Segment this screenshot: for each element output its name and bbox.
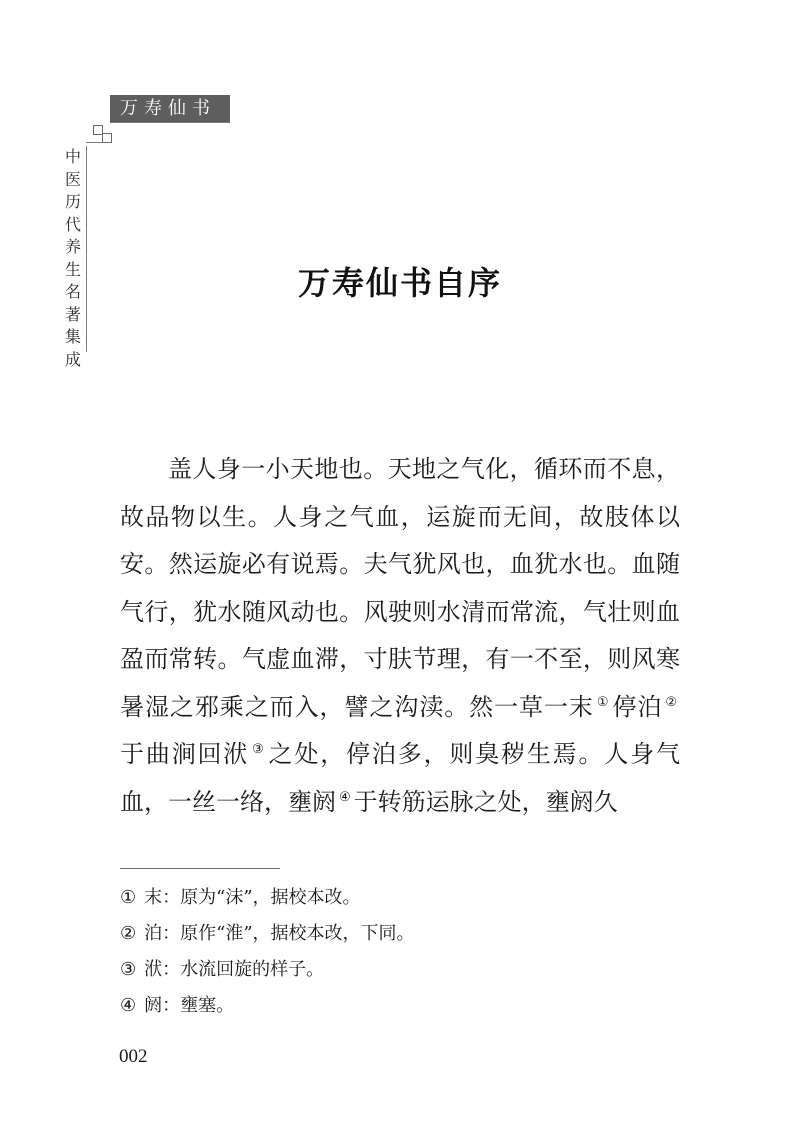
series-title-vertical: 中医历代养生名著集成 [64,147,81,369]
footnote-item [120,952,680,988]
running-header-book-title: 万寿仙书 [110,95,230,123]
page-number: 002 [119,1046,148,1067]
corner-ornament-square-lower [102,133,112,143]
footnote-mark: ② [120,923,137,944]
body-text-segment-5: 于转筋运脉之处，壅阏久 [353,787,618,816]
footnote-text: 泊：原作“淮”，据校本改，下同。 [144,923,415,944]
footnote-item [120,880,680,916]
body-paragraph [120,446,680,826]
corner-ornament-line [86,142,102,143]
footnote-ref-4[interactable]: ④ [339,789,351,805]
footnote-ref-2[interactable]: ② [665,694,678,710]
footnote-mark: ③ [120,959,137,980]
body-text-segment-4: 之处，停泊多，则臭秽生焉。人身气血，一丝一络，壅阏 [120,740,681,816]
footnote-ref-3[interactable]: ③ [252,742,266,757]
footnote-mark: ① [120,887,137,908]
footnote-mark: ④ [120,995,137,1016]
body-text-segment-1: 盖人身一小天地也。天地之气化，循环而不息，故品物以生。人身之气血，运旋而无间，故肢体以安。然运旋必有说焉。夫气犹风也，血犹水也。血随气行，犹水随风动也。风驶则水清而常流，气壮则血盈而常转。气虚血滞，寸肤节理，有一不至，则风寒暑湿之邪乘之而入，譬之沟渎。然一草一末 [120,455,680,721]
footnote-rule [120,868,280,869]
chapter-title: 万寿仙书自序 [297,264,502,302]
footnote-item [120,916,680,952]
footnote-ref-1[interactable]: ① [596,694,610,710]
footnote-item [120,988,680,1024]
header-rule [110,122,230,123]
footnote-text: 阏：壅塞。 [144,995,235,1016]
footnote-text: 洑：水流回旋的样子。 [144,959,325,980]
side-rule [86,146,87,352]
body-text-segment-3: 于曲涧回洑 [120,740,250,768]
footnote-text: 末：原为“沫”，据校本改。 [144,887,361,908]
footnote-list [120,880,680,1024]
body-text-segment-2: 停泊 [612,692,663,721]
